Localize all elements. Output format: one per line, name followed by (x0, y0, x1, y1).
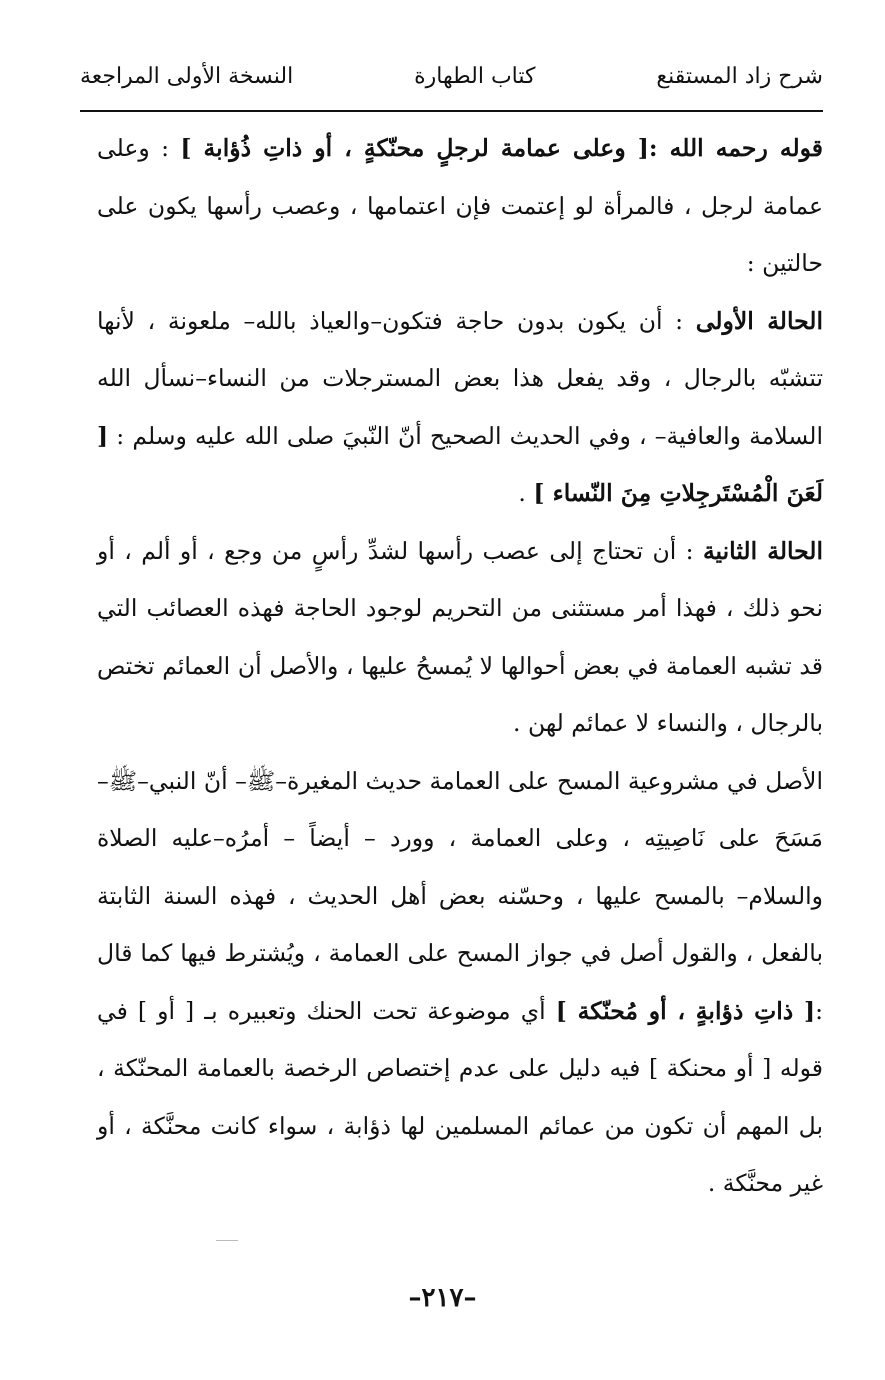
scan-mark (216, 1240, 238, 1241)
main-text (97, 120, 823, 1213)
paragraph-ruling-text: الأصل في مشروعية المسح على العمامة حديث المغيرة–ﷺ– أنّ النبي–ﷺ– مَسَحَ على نَاصِيتِه ، وعلى العمامة ، وورد – أيضاً – أمرُه–عليه الصلاة والسلام– بالمسح عليها ، وحسّنه بعض أهل الحديث ، فهذه السنة الثابتة بالفعل ، والقول أصل في جواز المسح على العمامة ، ويُشترط فيها كما قال : (97, 766, 823, 1025)
paragraph-ruling (97, 753, 823, 1213)
paragraph-first-case-lead: الحالة الأولى (695, 306, 823, 335)
paragraph-first-case-tail: . (518, 479, 534, 507)
paragraph-intro-lead: قوله رحمه الله :[ وعلى عمامة لرجلٍ محنّكةٍ ، أو ذاتِ ذُؤابة ] (180, 134, 823, 162)
header-book-title: شرح زاد المستقنع (656, 63, 823, 89)
header-edition-note: النسخة الأولى المراجعة (80, 63, 294, 89)
paragraph-intro-text: : وعلى عمامة لرجل ، فالمرأة لو إعتمت فإن اعتمامها ، وعصب رأسها يكون على حالتين : (97, 134, 823, 277)
paragraph-ruling-tail: أي موضوعة تحت الحنك وتعبيره بـ [ أو ] في قوله [ أو محنكة ] فيه دليل على عدم إختصاص الرخصة بالعمامة المحنّكة ، بل المهم أن تكون من عمائم المسلمين لها ذؤابة ، سواء كانت محنَّكة ، أو غير محنَّكة . (97, 996, 823, 1197)
hadith-quote: [ لَعَنَ الْمُسْتَرجِلاتِ مِنَ النّساء ] (97, 421, 823, 507)
page-number: –٢١٧– (408, 1283, 477, 1313)
header-chapter-title: كتاب الطهارة (414, 63, 536, 89)
paragraph-first-case (97, 293, 823, 523)
header-divider (80, 110, 823, 112)
paragraph-second-case (97, 523, 823, 753)
paragraph-second-case-lead: الحالة الثانية (702, 536, 823, 565)
running-header (80, 56, 823, 96)
paragraph-second-case-text: : أن تحتاج إلى عصب رأسها لشدِّ رأسٍ من وجع ، أو ألم ، أو نحو ذلك ، فهذا أمر مستثنى من التحريم لوجود الحاجة فهذه العصائب التي قد تشبه العمامة في بعض أحوالها لا يُمسحُ عليها ، والأصل أن العمائم تختص بالرجال ، والنساء لا عمائم لهن . (97, 536, 823, 737)
matn-quote: [ ذاتِ ذؤابةٍ ، أو مُحنّكة ] (555, 996, 816, 1025)
paragraph-first-case-text: : أن يكون بدون حاجة فتكون–والعياذ بالله– ملعونة ، لأنها تتشبّه بالرجال ، وقد يفعل هذا بعض المسترجلات من النساء–نسأل الله السلامة والعافية– ، وفي الحديث الصحيح أنّ النّبيَ صلى الله عليه وسلم : (97, 306, 823, 450)
paragraph-intro (97, 120, 823, 293)
